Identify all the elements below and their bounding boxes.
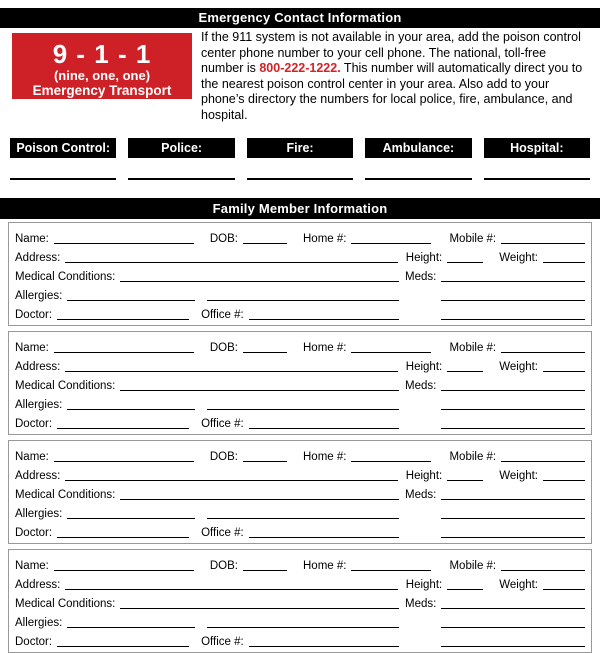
home-phone-line[interactable]: [351, 352, 431, 353]
meds-continuation-row: [405, 630, 585, 649]
meds-continuation-row: [405, 502, 585, 521]
home-phone-line[interactable]: [351, 243, 431, 244]
name-line[interactable]: [54, 352, 194, 353]
dob-line[interactable]: [243, 461, 287, 462]
doctor-line[interactable]: [57, 319, 189, 320]
weight-line[interactable]: [543, 371, 585, 372]
meds-continuation-row: [405, 284, 585, 303]
meds-line[interactable]: [441, 281, 585, 282]
medical-conditions-label: Medical Conditions:: [15, 489, 116, 501]
meds-continuation-line-2[interactable]: [441, 537, 585, 538]
office-phone-line[interactable]: [249, 319, 399, 320]
doctor-row: [15, 630, 399, 649]
emergency-number-words: (nine, one, one): [53, 68, 151, 83]
name-row: [15, 227, 585, 246]
meds-continuation-line-2[interactable]: [441, 646, 585, 647]
meds-line[interactable]: [441, 390, 585, 391]
allergies-label: Allergies:: [15, 617, 63, 629]
poison-control-label: Poison Control:: [10, 138, 116, 158]
height-line[interactable]: [447, 589, 483, 590]
meds-continuation-row: [405, 393, 585, 412]
doctor-row: [15, 412, 399, 431]
medical-conditions-row: [15, 265, 399, 284]
lower-rows: [15, 592, 585, 649]
meds-continuation-line-1[interactable]: [441, 627, 585, 628]
mobile-phone-label: Mobile #:: [449, 342, 497, 354]
meds-continuation-line-1[interactable]: [441, 300, 585, 301]
doctor-row: [15, 303, 399, 322]
medical-conditions-line[interactable]: [120, 499, 399, 500]
medical-conditions-line[interactable]: [120, 608, 399, 609]
meds-label: Meds:: [405, 380, 437, 392]
medical-conditions-label: Medical Conditions:: [15, 598, 116, 610]
family-members-list: [0, 222, 600, 653]
address-label: Address:: [15, 252, 61, 264]
height-label: Height:: [405, 579, 443, 591]
emergency-transport-caption: Emergency Transport System: [32, 83, 172, 114]
doctor-line[interactable]: [57, 428, 189, 429]
hospital-label: Hospital:: [484, 138, 590, 158]
lower-left-column: [15, 265, 399, 322]
medical-conditions-line[interactable]: [120, 390, 399, 391]
mobile-phone-label: Mobile #:: [449, 233, 497, 245]
lower-left-column: [15, 374, 399, 431]
address-line[interactable]: [65, 589, 397, 590]
weight-label: Weight:: [499, 361, 538, 373]
office-phone-label: Office #:: [201, 309, 244, 321]
name-row: [15, 336, 585, 355]
home-phone-label: Home #:: [303, 342, 347, 354]
address-row: [15, 464, 585, 483]
medical-conditions-line[interactable]: [120, 281, 399, 282]
lower-left-column: [15, 592, 399, 649]
lower-rows: [15, 265, 585, 322]
allergies-line[interactable]: [67, 300, 195, 301]
allergies-row: [15, 284, 399, 303]
intro-text-after: This number will automatically direct you to the nearest poison control center in your area. Also add to your phone’s directory the numbers for local police, fire, ambulance, and hospital.: [201, 61, 583, 122]
family-member-block: [8, 222, 592, 326]
meds-continuation-row: [405, 611, 585, 630]
address-label: Address:: [15, 470, 61, 482]
fire-blank-line[interactable]: [247, 178, 353, 180]
meds-column: [405, 483, 585, 540]
emergency-number: 9 - 1 - 1: [52, 39, 152, 69]
meds-continuation-line-1[interactable]: [441, 518, 585, 519]
police-label: Police:: [128, 138, 234, 158]
poison-control-phone-number: 800-222-1222.: [259, 61, 341, 75]
mobile-phone-label: Mobile #:: [449, 451, 497, 463]
family-member-block: [8, 331, 592, 435]
mobile-phone-line[interactable]: [501, 243, 585, 244]
dob-line[interactable]: [243, 570, 287, 571]
doctor-label: Doctor:: [15, 527, 53, 539]
name-label: Name:: [15, 560, 49, 572]
meds-column: [405, 374, 585, 431]
doctor-line[interactable]: [57, 646, 189, 647]
name-line[interactable]: [54, 570, 194, 571]
intro-text-before: If the 911 system is not available in your area, add the poison control center phone number to your cell phone. The national, toll-free number is: [201, 30, 581, 75]
home-phone-label: Home #:: [303, 560, 347, 572]
hospital-blank-line[interactable]: [484, 178, 590, 180]
allergies-line[interactable]: [67, 409, 195, 410]
dob-label: DOB:: [209, 233, 238, 245]
name-label: Name:: [15, 451, 49, 463]
medical-conditions-row: [15, 592, 399, 611]
office-phone-line[interactable]: [249, 646, 399, 647]
office-phone-line[interactable]: [249, 428, 399, 429]
lower-left-column: [15, 483, 399, 540]
page-title: Emergency Contact Information: [0, 8, 600, 28]
family-section-title: Family Member Information: [0, 198, 600, 219]
dob-label: DOB:: [209, 451, 238, 463]
allergies-line[interactable]: [67, 627, 195, 628]
medical-conditions-label: Medical Conditions:: [15, 271, 116, 283]
allergies-label: Allergies:: [15, 290, 63, 302]
name-line[interactable]: [54, 461, 194, 462]
meds-row: [405, 592, 585, 611]
home-phone-label: Home #:: [303, 233, 347, 245]
meds-label: Meds:: [405, 489, 437, 501]
allergies-row: [15, 611, 399, 630]
height-label: Height:: [405, 252, 443, 264]
allergies-line[interactable]: [67, 518, 195, 519]
address-row: [15, 573, 585, 592]
dob-line[interactable]: [243, 352, 287, 353]
name-label: Name:: [15, 342, 49, 354]
meds-column: [405, 265, 585, 322]
address-row: [15, 355, 585, 374]
medical-conditions-row: [15, 483, 399, 502]
mobile-phone-label: Mobile #:: [449, 560, 497, 572]
allergies-continuation-line[interactable]: [207, 518, 399, 519]
allergies-continuation-line[interactable]: [207, 409, 399, 410]
meds-column: [405, 592, 585, 649]
address-line[interactable]: [65, 262, 397, 263]
office-phone-line[interactable]: [249, 537, 399, 538]
meds-row: [405, 265, 585, 284]
ambulance-label: Ambulance:: [365, 138, 471, 158]
ambulance-blank-line[interactable]: [365, 178, 471, 180]
doctor-label: Doctor:: [15, 636, 53, 648]
contact-blank-lines-row: [10, 178, 590, 180]
intro-paragraph: [201, 30, 590, 123]
height-line[interactable]: [447, 262, 483, 263]
allergies-continuation-line[interactable]: [207, 627, 399, 628]
medical-conditions-row: [15, 374, 399, 393]
office-phone-label: Office #:: [201, 527, 244, 539]
home-phone-line[interactable]: [351, 461, 431, 462]
meds-continuation-line-1[interactable]: [441, 409, 585, 410]
mobile-phone-line[interactable]: [501, 461, 585, 462]
address-label: Address:: [15, 361, 61, 373]
police-blank-line[interactable]: [128, 178, 234, 180]
height-label: Height:: [405, 470, 443, 482]
medical-conditions-label: Medical Conditions:: [15, 380, 116, 392]
poison-control-blank-line[interactable]: [10, 178, 116, 180]
meds-continuation-line-2[interactable]: [441, 319, 585, 320]
dob-line[interactable]: [243, 243, 287, 244]
meds-label: Meds:: [405, 271, 437, 283]
weight-line[interactable]: [543, 262, 585, 263]
intro-section: [12, 30, 590, 123]
mobile-phone-line[interactable]: [501, 570, 585, 571]
fire-label: Fire:: [247, 138, 353, 158]
doctor-label: Doctor:: [15, 309, 53, 321]
name-label: Name:: [15, 233, 49, 245]
dob-label: DOB:: [209, 342, 238, 354]
weight-label: Weight:: [499, 252, 538, 264]
dob-label: DOB:: [209, 560, 238, 572]
lower-rows: [15, 374, 585, 431]
lower-rows: [15, 483, 585, 540]
address-row: [15, 246, 585, 265]
allergies-row: [15, 393, 399, 412]
family-member-block: [8, 549, 592, 653]
meds-line[interactable]: [441, 499, 585, 500]
doctor-label: Doctor:: [15, 418, 53, 430]
height-label: Height:: [405, 361, 443, 373]
weight-line[interactable]: [543, 480, 585, 481]
address-line[interactable]: [65, 480, 397, 481]
height-line[interactable]: [447, 371, 483, 372]
home-phone-line[interactable]: [351, 570, 431, 571]
allergies-label: Allergies:: [15, 508, 63, 520]
office-phone-label: Office #:: [201, 636, 244, 648]
home-phone-label: Home #:: [303, 451, 347, 463]
name-row: [15, 554, 585, 573]
weight-label: Weight:: [499, 470, 538, 482]
address-label: Address:: [15, 579, 61, 591]
doctor-row: [15, 521, 399, 540]
allergies-row: [15, 502, 399, 521]
mobile-phone-line[interactable]: [501, 352, 585, 353]
doctor-line[interactable]: [57, 537, 189, 538]
contact-labels-row: [10, 138, 590, 158]
meds-continuation-line-2[interactable]: [441, 428, 585, 429]
name-line[interactable]: [54, 243, 194, 244]
office-phone-label: Office #:: [201, 418, 244, 430]
meds-continuation-row: [405, 303, 585, 322]
meds-row: [405, 483, 585, 502]
address-line[interactable]: [65, 371, 397, 372]
meds-continuation-row: [405, 412, 585, 431]
weight-label: Weight:: [499, 579, 538, 591]
meds-row: [405, 374, 585, 393]
meds-continuation-row: [405, 521, 585, 540]
allergies-label: Allergies:: [15, 399, 63, 411]
allergies-continuation-line[interactable]: [207, 300, 399, 301]
weight-line[interactable]: [543, 589, 585, 590]
meds-label: Meds:: [405, 598, 437, 610]
family-member-block: [8, 440, 592, 544]
name-row: [15, 445, 585, 464]
emergency-911-box: [12, 33, 192, 114]
meds-line[interactable]: [441, 608, 585, 609]
height-line[interactable]: [447, 480, 483, 481]
